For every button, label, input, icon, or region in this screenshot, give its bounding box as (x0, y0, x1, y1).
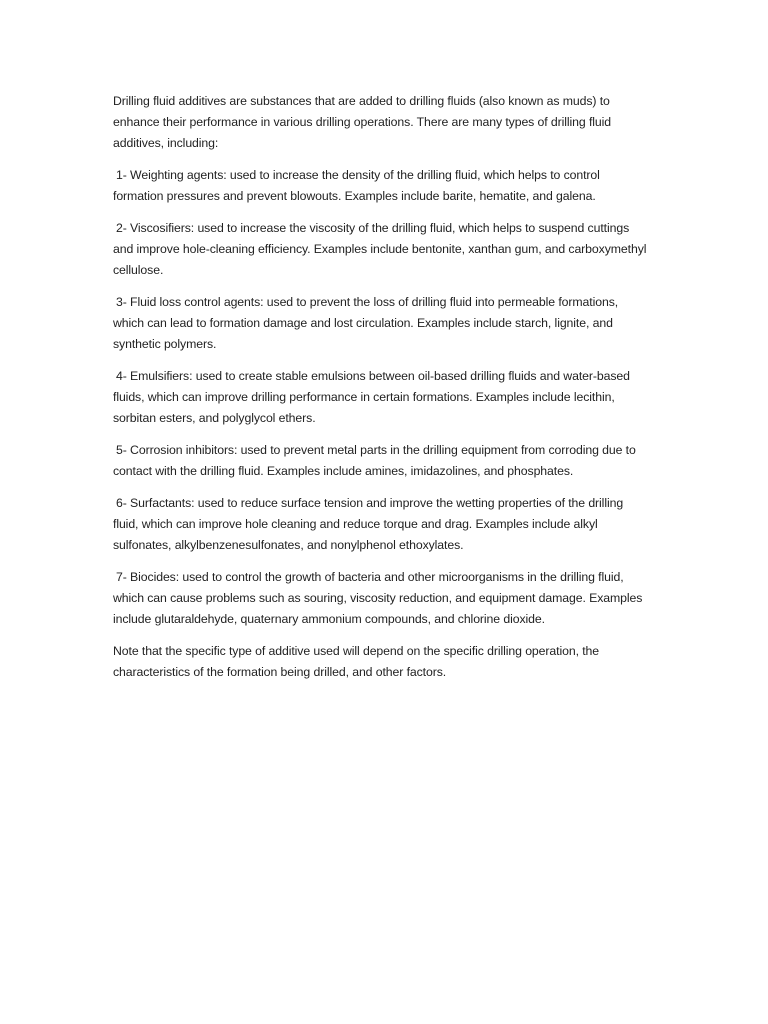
item-surfactants: 6- Surfactants: used to reduce surface tension and improve the wetting properties of the drilling fluid, which can improve hole cleaning and reduce torque and drag. Examples include alkyl sulfonates, alkylbenzenesulfonates, and nonylphenol ethoxylates. (113, 496, 624, 552)
note-paragraph: Note that the specific type of additive used will depend on the specific drilling operation, the characteristics of the formation being drilled, and other factors. (113, 644, 599, 679)
item-emulsifiers: 4- Emulsifiers: used to create stable emulsions between oil-based drilling fluids and water-based fluids, which can improve drilling performance in certain formations. Examples include lecithin, sorbitan esters, and polyglycol ethers. (113, 369, 630, 425)
item-viscosifiers: 2- Viscosifiers: used to increase the viscosity of the drilling fluid, which helps to suspend cuttings and improve hole-cleaning efficiency. Examples include bentonite, xanthan gum, and carboxymethyl cellulose. (113, 221, 647, 277)
item-biocides: 7- Biocides: used to control the growth of bacteria and other microorganisms in the drilling fluid, which can cause problems such as souring, viscosity reduction, and equipment damage. Examples include glutaraldehyde, quaternary ammonium compounds, and chlorine dioxide. (113, 570, 643, 626)
item-corrosion-inhibitors: 5- Corrosion inhibitors: used to prevent metal parts in the drilling equipment from corroding due to contact with the drilling fluid. Examples include amines, imidazolines, and phosphates. (113, 443, 636, 478)
item-fluid-loss-control: 3- Fluid loss control agents: used to prevent the loss of drilling fluid into permeable formations, which can lead to formation damage and lost circulation. Examples include starch, lignite, and synthetic polymers. (113, 295, 619, 351)
item-weighting-agents: 1- Weighting agents: used to increase the density of the drilling fluid, which helps to control formation pressures and prevent blowouts. Examples include barite, hematite, and galena. (113, 168, 600, 203)
intro-paragraph: Drilling fluid additives are substances that are added to drilling fluids (also known as muds) to enhance their performance in various drilling operations. There are many types of drilling fluid additives, including: (113, 94, 612, 150)
